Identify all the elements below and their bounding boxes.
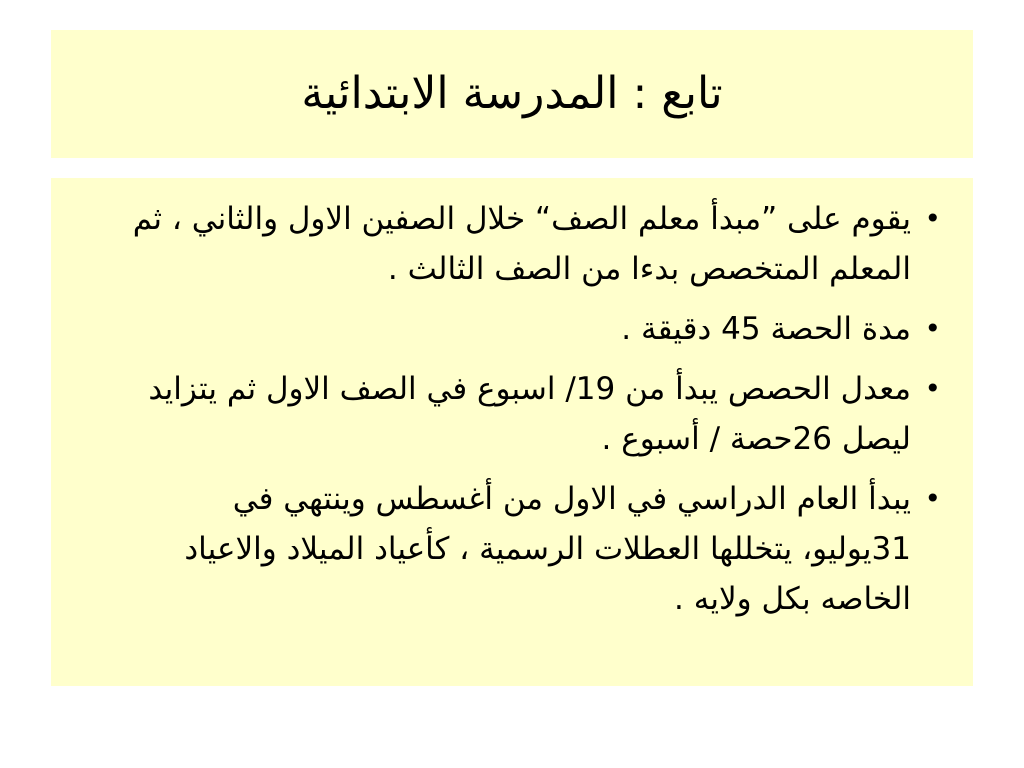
bullet-item-school-year [121,474,941,624]
bullet-text: معدل الحصص يبدأ من 19/ اسبوع في الصف الاول ثم يتزايد ليصل 26حصة / أسبوع . [148,371,911,457]
bullet-item-teaching-model [121,194,941,294]
slide-title: تابع : المدرسة الابتدائية [301,68,723,119]
bullet-text: يبدأ العام الدراسي في الاول من أغسطس وينتهي في 31يوليو، يتخللها العطلات الرسمية ، كأعياد الميلاد والاعياد الخاصه بكل ولايه . [184,481,911,617]
bullet-list [51,178,973,624]
bullet-dot-icon: • [924,202,941,235]
bullet-item-lesson-duration [121,304,941,354]
title-box [51,30,973,158]
content-box [51,178,973,686]
bullet-dot-icon: • [924,312,941,345]
bullet-text: مدة الحصة 45 دقيقة . [621,311,911,347]
bullet-dot-icon: • [924,482,941,515]
bullet-text: يقوم على ”مبدأ معلم الصف“ خلال الصفين الاول والثاني ، ثم المعلم المتخصص بدءا من الصف الثالث . [132,201,911,287]
bullet-item-weekly-lessons [121,364,941,464]
bullet-dot-icon: • [924,372,941,405]
